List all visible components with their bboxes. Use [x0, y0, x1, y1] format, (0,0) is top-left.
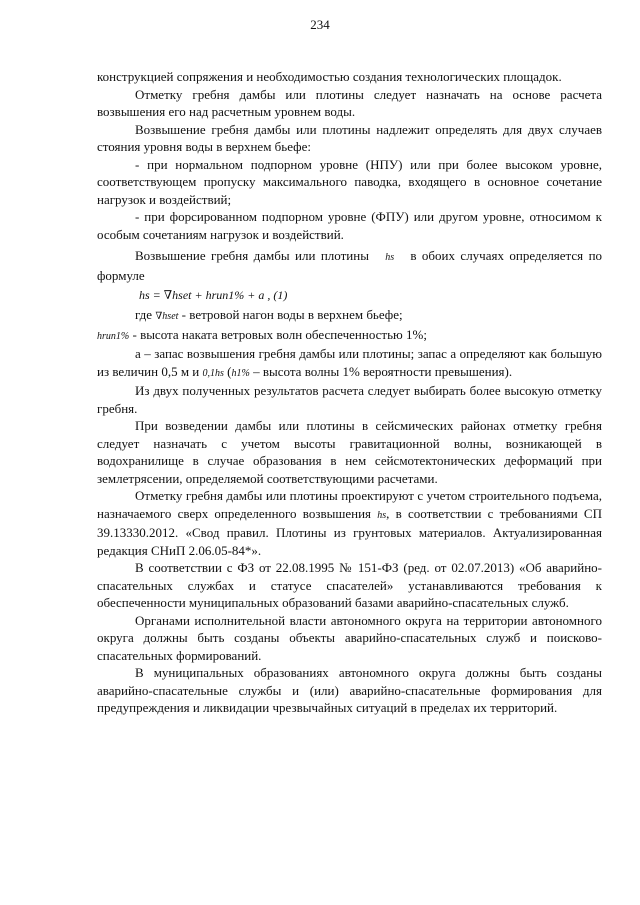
paragraph-text: , в соответствии с требованиями СП 39.13330.2012. «Свод правил. Плотины из грунтовых материалов. Актуализированная редакция СНиП 2.06.05-84*». — [97, 505, 602, 558]
paragraph — [97, 247, 602, 284]
definition-text: – высота волны 1% вероятности превышения). — [253, 363, 513, 379]
definition — [97, 345, 602, 382]
formula-symbol: h1% — [231, 367, 250, 379]
paragraph: Органами исполнительной власти автономного округа на территории автономного округа должны быть созданы объекты аварийно-спасательных служб и поисково-спасательных формирований. — [97, 612, 602, 663]
paragraph: При возведении дамбы или плотины в сейсмических районах отметку гребня следует назначать с учетом высоты гравитационной волны, возникающей в водохранилище в случае образования в нем сейсмотектонических деформаций при землетрясении, определяемой соответствующими расчетами. — [97, 418, 602, 486]
formula-text: hs = ∇hset + hrun1% + a — [139, 288, 265, 302]
formula-symbol: hrun1% — [97, 330, 130, 342]
paragraph: В соответствии с ФЗ от 22.08.1995 № 151-ФЗ (ред. от 02.07.2013) «Об аварийно-спасательных службах и статусе спасателей» устанавливаются требования к обеспеченности муниципальных образований базами аварийно-спасательных служб. — [97, 560, 602, 610]
definition — [97, 326, 602, 346]
formula — [139, 284, 602, 306]
definition-text: а – запас возвышения гребня дамбы или плотины; запас а определяют как большую из величин 0,5 м и — [97, 346, 602, 379]
formula-symbol: 0,1hs — [202, 367, 224, 379]
formula-symbol: hs — [385, 252, 395, 263]
paragraph — [97, 487, 602, 559]
definition — [97, 306, 602, 326]
definition-label: где — [135, 307, 153, 322]
paren: ( — [227, 363, 232, 379]
paragraph: конструкцией сопряжения и необходимостью создания технологических площадок. — [97, 69, 562, 84]
definition-text: - высота наката ветровых волн обеспеченностью 1%; — [132, 326, 427, 342]
paragraph: В муниципальных образованиях автономного округа должны быть созданы аварийно-спасательные службы и (или) аварийно-спасательные формирования для предупреждения и ликвидации чрезвычайных ситуаций в пределах их территорий. — [97, 665, 602, 715]
paragraph: Возвышение гребня дамбы или плотины надлежит определять для двух случаев стояния уровня воды в верхнем бьефе: — [97, 121, 602, 154]
formula-number: , (1) — [267, 288, 288, 302]
paragraph: Отметку гребня дамбы или плотины следует назначать на основе расчета возвышения его над расчетным уровнем воды. — [97, 86, 602, 119]
list-item: - при нормальном подпорном уровне (НПУ) или при более высоком уровне, соответствующем пропуску максимального паводка, входящего в основное сочетание нагрузок и воздействий; — [97, 156, 602, 207]
paragraph-text: Возвышение гребня дамбы или плотины — [135, 248, 369, 263]
definition-text: - ветровой нагон воды в верхнем бьефе; — [181, 307, 403, 322]
list-item: - при форсированном подпорном уровне (ФПУ) или другом уровне, относимом к особым сочетаниям нагрузок и воздействий. — [97, 209, 602, 242]
paragraph-text: в обоих случаях определяется по формуле — [97, 248, 603, 283]
paragraph-text: Отметку гребня дамбы или плотины проектируют с учетом строительного подъема, назначаемого сверх определенного возвышения — [97, 488, 602, 521]
page-number: 234 — [310, 17, 330, 32]
formula-symbol: hs — [377, 509, 387, 521]
document-body — [97, 68, 602, 717]
formula-symbol: ∇hset — [155, 311, 179, 322]
paragraph: Из двух полученных результатов расчета следует выбирать более высокую отметку гребня. — [97, 383, 602, 416]
